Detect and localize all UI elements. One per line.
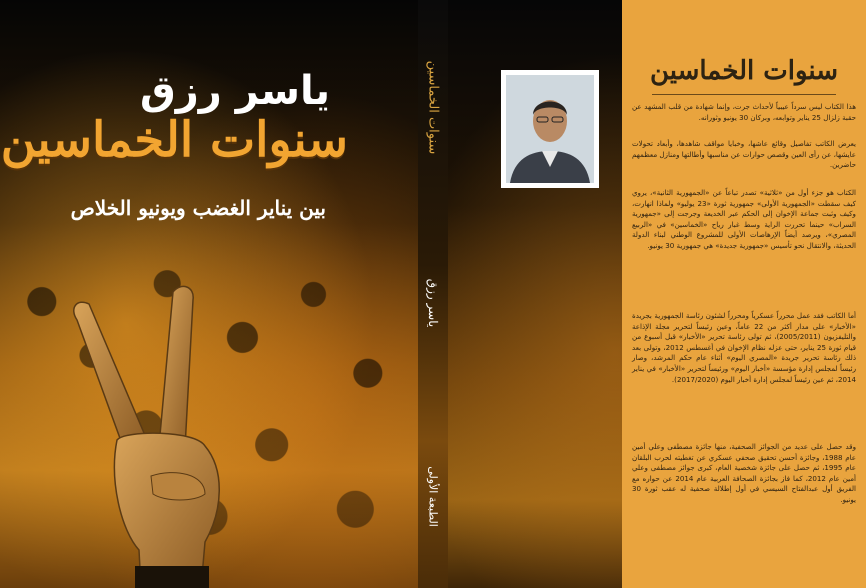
synopsis-paragraph: هذا الكتاب ليس سرداً عيبياً لأحداث جرت، وإنما شهادة من قلب المشهد عن حقبة زلزال 25 يناير وتوابعه، وبركان 30 يونيو وثورانه.	[632, 102, 856, 122]
book-subtitle: بين يناير الغضب ويونيو الخلاص	[70, 196, 326, 220]
back-text-panel	[622, 0, 866, 588]
book-title: سنوات الخماسين	[0, 112, 348, 168]
author-portrait-image	[506, 75, 594, 183]
back-cover	[448, 0, 866, 588]
author-bio-paragraph: أما الكاتب فقد عمل محرراً عسكرياً ومحرراً لشئون رئاسة الجمهورية بجريدة «الأخبار» على مدار أكثر من 22 عاماً، وعين رئيساً لتحرير مجلة الإذاعة والتليفزيون (2005/2011)، ثم تولى رئاسة تحرير «الأخبار» قبل أسبوع من قيام ثورة 25 يناير، حتى عزله نظام الإخوان في أغسطس 2012، وتولى بعد ذلك رئاسة تحرير جريدة «المصري اليوم» أثناء عام حكم المرشد، وصار رئيساً لمجلس إدارة مؤسسة «أخبار اليوم» ورئيساً لتحرير «الأخبار» في يناير 2014، ثم عين رئيساً لمجلس إدارة أخبار اليوم (2017/2020).	[632, 311, 856, 384]
book-spine	[418, 0, 448, 588]
author-name: ياسر رزق	[140, 68, 330, 114]
author-awards-paragraph: وقد حصل على عديد من الجوائز الصحفية، منها جائزة مصطفى وعلي أمين عام 1988، وجائزة أحسن تحقيق صحفي عسكري عن تغطيته لحرب البلقان عام 1995، ثم حصل على جائزة شخصية العام، كبرى جوائز مصطفى وعلي أمين عام 2012، كما فاز بجائزة الصحافة العربية عام 2014 عن حواره مع الفريق أول عبدالفتاح السيسي في أول إطلالة صحفية له عقب ثورة 30 يونيو.	[632, 442, 857, 504]
front-cover	[0, 0, 418, 588]
victory-hand-image	[55, 280, 275, 588]
back-title: سنوات الخماسين	[649, 56, 839, 86]
spine-edition: الطبعة الأولى	[426, 466, 440, 527]
synopsis-paragraph: الكتاب هو جزء أول من «ثلاثية» تصدر تباعاً عن «الجمهورية الثانية»، يروي كيف سقطت «الجمهورية الأولى» جمهورية ثورة «23 يوليو» ولماذا انهارت، وكيف وثبت جماعة الإخوان إلى الحكم عبر الخديعة وجرجت إلى «جمهورية السراب» حينما تحررت الراية وسط غبار رياح «الخماسين» في «الربيع المصري»، ويرصد أيضاً الإرهاصات الأولى للمشروع الوطني لبناء الدولة الحديثة، والانتقال نحو تأسيس «جمهورية جديدة» هي جمهورية 30 يونيو.	[632, 188, 856, 250]
synopsis-paragraph: يعرض الكاتب تفاصيل وقائع عاشها، وخبايا مواقف شاهدها، وأبعاد تحولات عايشها، عن رأى العين وقصص حوارات عن مناسبها وأطالتها ومنازل معظمهم حاضرين.	[632, 139, 856, 170]
author-photo	[501, 70, 599, 188]
title-divider	[652, 94, 836, 95]
spine-title: سنوات الخماسين	[425, 60, 441, 155]
spine-author: ياسر رزق	[426, 278, 440, 328]
